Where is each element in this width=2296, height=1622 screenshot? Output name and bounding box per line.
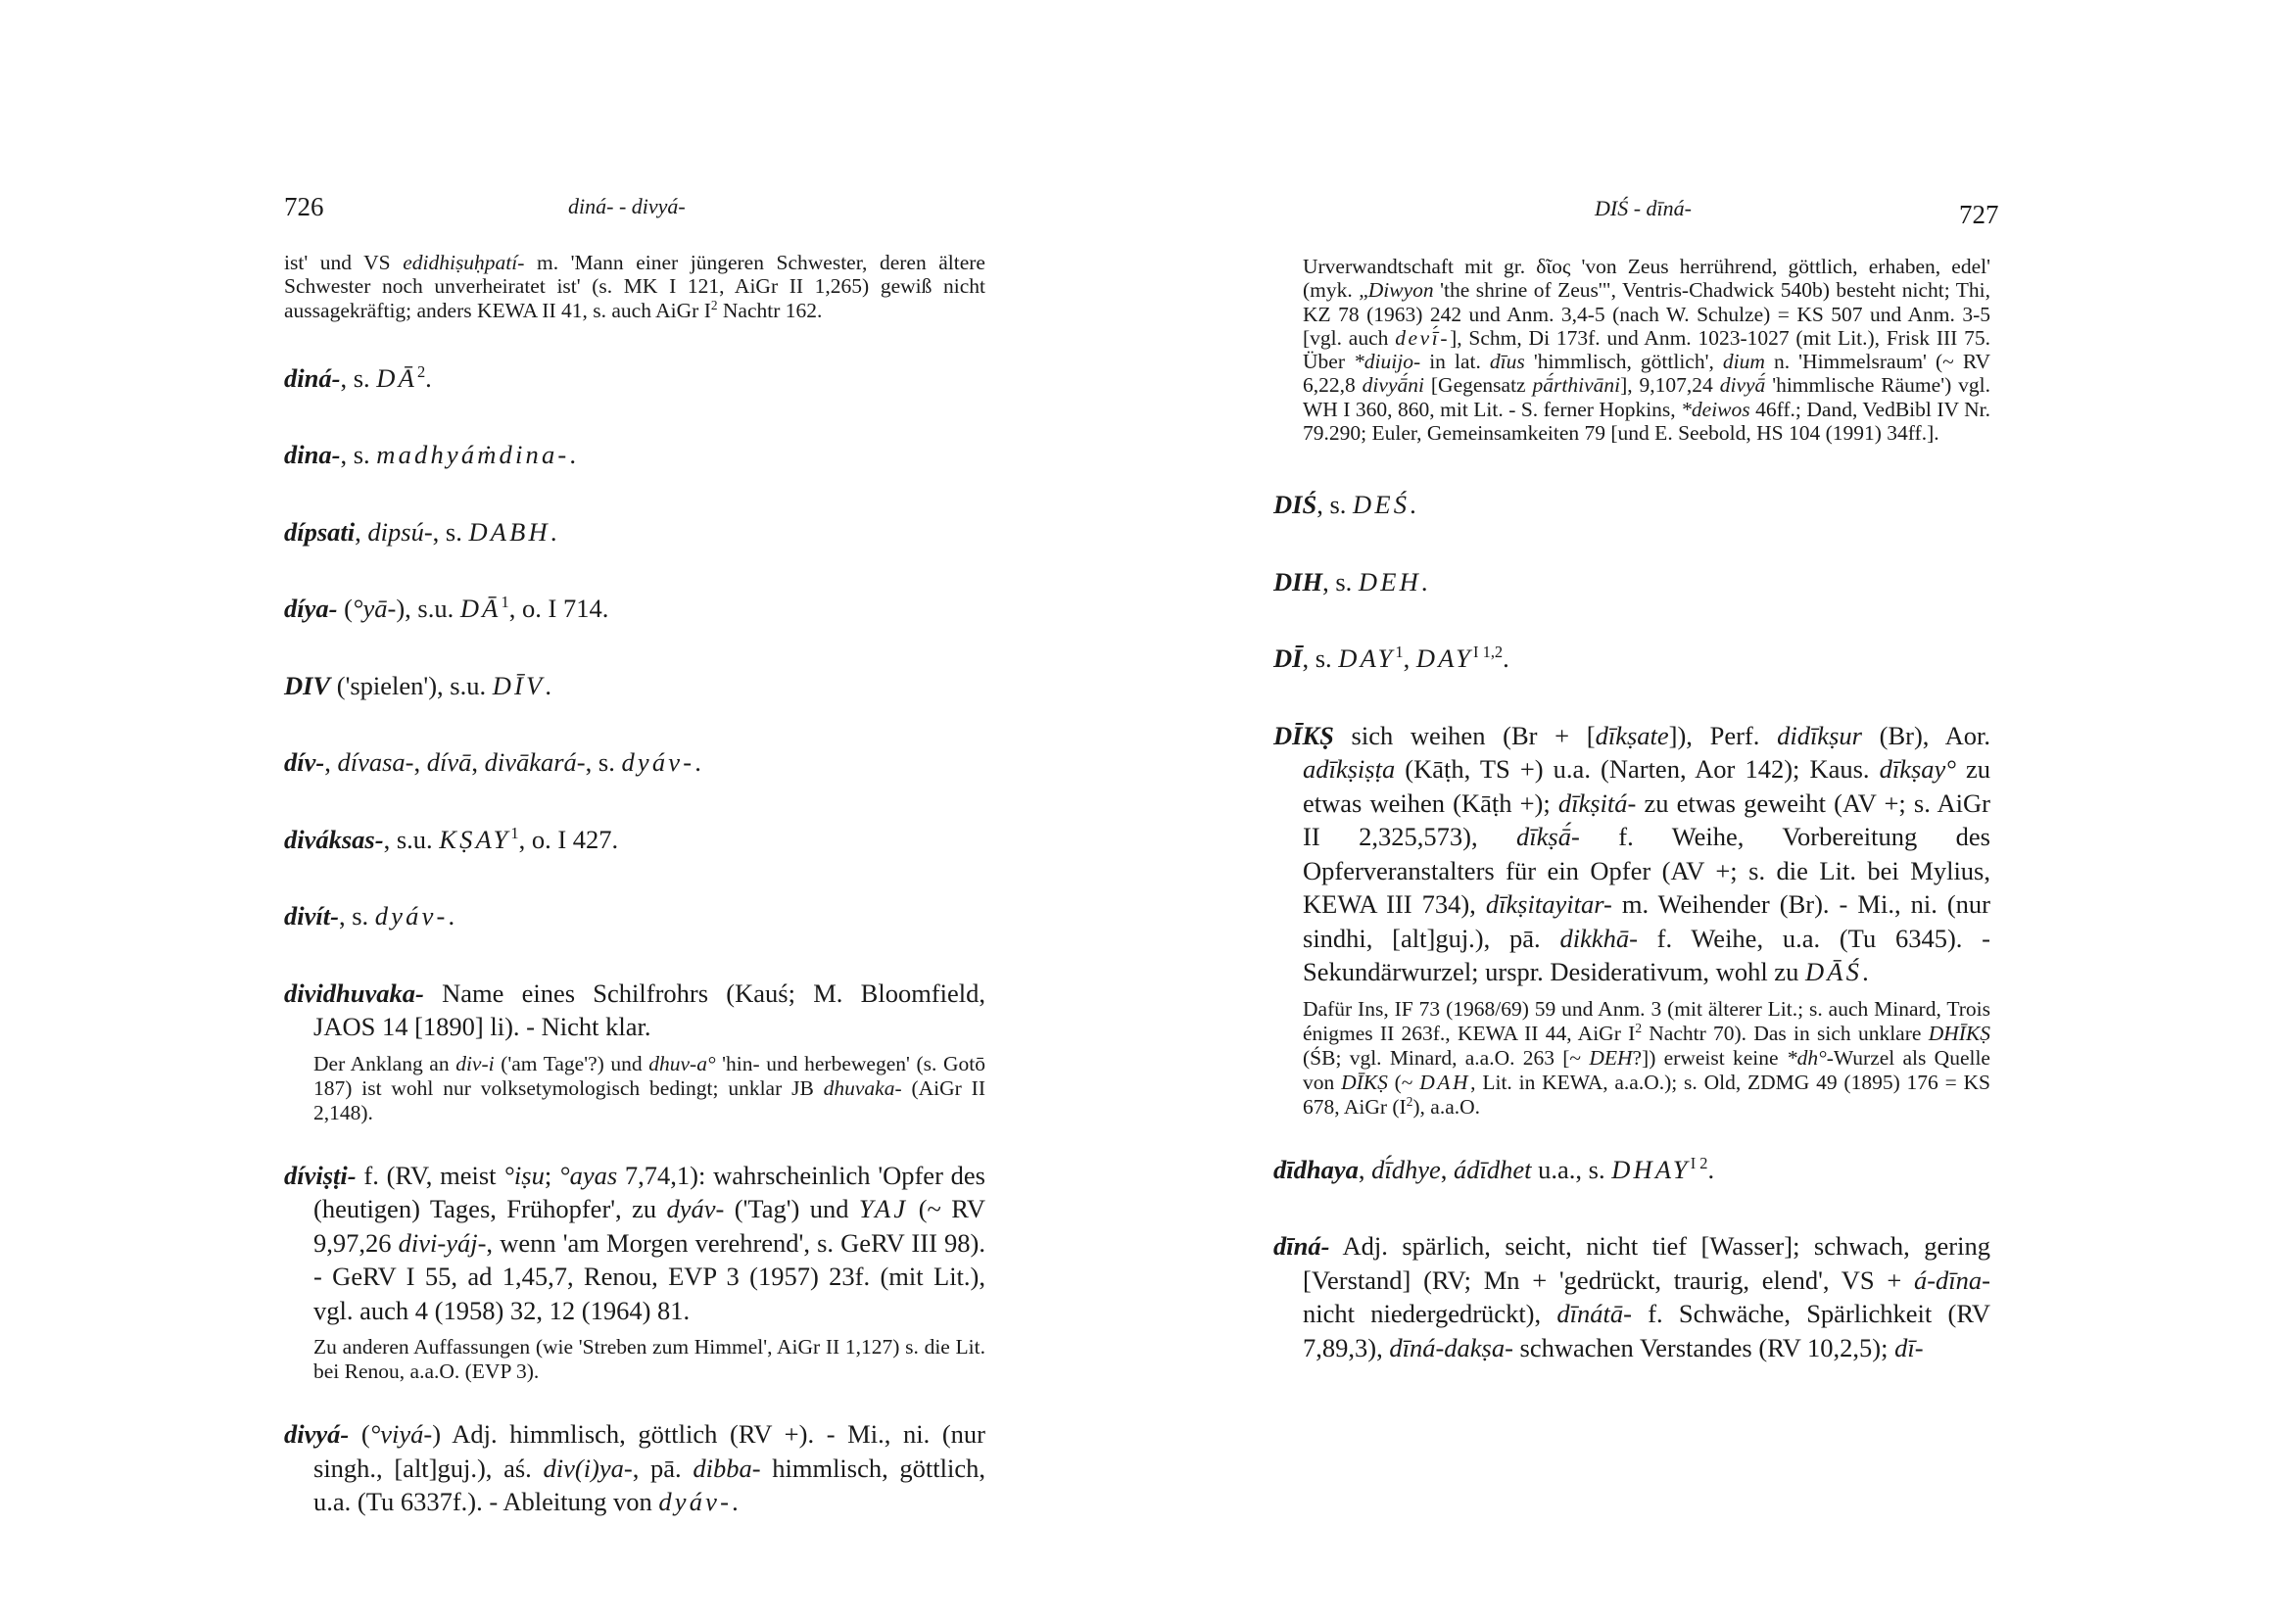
headword: DIŚ (1273, 490, 1317, 520)
headword: díya- (284, 594, 338, 624)
text-segment: m. 'Mann einer jüngeren Schwester, deren ältere Schwester noch unverheiratet ist' (s. MK I 121, AiGr II 1,265) gewiß nicht aussagekräftig; anders KEWA II 41, s. auch AiGr I (284, 251, 985, 322)
text-segment: , wenn 'am Morgen verehrend', s. GeRV III 98). - GeRV I 55, ad 1,45,7, Renou, EVP 3 (1957) 23f. (mit Lit.), vgl. auch 4 (1958) 32, 12 (1964) 81. (313, 1227, 986, 1325)
text-segment: pā́rthivāni (1532, 373, 1621, 398)
text-segment: . (425, 362, 432, 393)
text-segment: . (1503, 644, 1509, 674)
text-segment: , s. (1316, 490, 1354, 520)
text-segment: Dafür Ins, IF 73 (1968/69) 59 und Anm. 3 (mit älterer Lit.; s. auch Minard, Trois énigmes II 263f., KEWA II 44, AiGr I (1303, 996, 1990, 1045)
text-segment: DABH (468, 516, 550, 547)
text-segment: dipsú- (367, 516, 433, 547)
text-segment: , s. (340, 440, 377, 470)
text-segment: dívasa- (337, 747, 414, 778)
text-segment: ( (337, 594, 353, 624)
text-segment: ádīdhet (1454, 1154, 1532, 1184)
running-head-right: DIŚ - dīná- (1595, 196, 1692, 220)
text-segment: DHAY (1611, 1154, 1691, 1184)
text-segment: Der Anklang an (313, 1051, 456, 1075)
text-segment: madhyáṁdina- (376, 440, 570, 470)
entry-divaksas (284, 823, 985, 857)
text-segment: Name eines Schilfrohrs (Kauś; M. Bloomfield, JAOS 14 [1890] li). - Nicht klar. (313, 978, 985, 1042)
text-segment: f. Weihe, Vorbereitung des Opferveranstalters für ein Opfer (AV +; s. die Lit. bei Mylius, KEWA III 734), (1303, 822, 1990, 920)
text-segment: *diuijo- (1354, 350, 1421, 374)
entry-dina (284, 438, 985, 472)
text-segment: adīkṣiṣṭa (1303, 754, 1396, 785)
entry-divit (284, 899, 985, 933)
text-segment: ist' und VS (284, 251, 404, 274)
text-segment: , s. (1322, 566, 1359, 596)
text-segment: dī- (1894, 1332, 1924, 1362)
entry-dipsati (284, 515, 985, 549)
text-segment: f. Weihe, u.a. (Tu 6345). - Sekundärwurzel; urspr. Desiderativum, wohl zu (1303, 923, 1990, 987)
text-segment: DEH (1358, 566, 1421, 596)
text-segment: , s.u. (383, 824, 440, 854)
text-segment: 2 (710, 297, 718, 312)
text-segment: (ŚB; vgl. Minard, a.a.O. 263 [~ (1303, 1045, 1590, 1070)
text-segment: , (1358, 1154, 1372, 1184)
text-segment: divyā́ (1719, 373, 1766, 398)
text-segment: . (1420, 566, 1428, 596)
text-segment: dhuvaka- (823, 1075, 902, 1100)
text-segment: dikkhā- (1559, 923, 1638, 953)
text-segment: DAY (1415, 644, 1474, 674)
text-segment: (Kāṭh, TS +) u.a. (Narten, Aor 142); Kaus. (1395, 754, 1880, 785)
headword: dīná- (1273, 1231, 1330, 1262)
left-column (284, 251, 985, 1519)
text-segment: Diwyon (1367, 278, 1434, 303)
text-segment: 'hin- und herbewegen' (s. Gotō 187) ist wohl nur volksetymologisch bedingt; unklar JB (313, 1051, 985, 1100)
text-segment: ), a.a.O. (1412, 1094, 1481, 1119)
text-segment: , (471, 747, 485, 778)
text-segment: I 1,2 (1473, 643, 1504, 662)
note-diks (1303, 997, 1990, 1120)
entry-divya (284, 1417, 985, 1519)
text-segment: edidhiṣuḥpatí- (403, 251, 525, 274)
text-segment: divākará- (484, 747, 586, 778)
text-segment: DĀ (376, 362, 417, 393)
text-segment: didīkṣur (1777, 720, 1862, 750)
note-divisti (313, 1335, 985, 1384)
text-segment: DEH (1589, 1045, 1633, 1070)
text-segment: dīnátā- (1556, 1299, 1632, 1329)
text-segment: , pā. (632, 1453, 694, 1483)
note-dividhuvaka (313, 1052, 985, 1125)
text-segment: °ayas (558, 1160, 618, 1190)
text-segment: ('am Tage'?) und (494, 1051, 649, 1075)
text-segment: , s. (1302, 644, 1339, 674)
entry-di (1273, 642, 1990, 676)
entry-div-spielen (284, 669, 985, 703)
text-segment: zu etwas geweiht (AV +; s. AiGr II 2,325,573), (1303, 787, 1990, 852)
text-segment: divi-yáj- (398, 1227, 487, 1258)
text-segment: 2 (1406, 1093, 1413, 1109)
text-segment: 'himmlische Räume') vgl. WH I 360, 860, mit Lit. - S. ferner Hopkins, (1303, 373, 1990, 421)
text-segment: Nachtr 70). Das in sich unklare (1641, 1021, 1929, 1045)
text-segment: dyáv- (374, 901, 449, 931)
headword: díviṣṭi- (284, 1160, 357, 1190)
text-segment: , (1440, 1154, 1455, 1184)
entry-diks (1273, 719, 1990, 989)
text-segment: schwachen Verstandes (RV 10,2,5); (1512, 1332, 1895, 1362)
text-segment: . (569, 440, 577, 470)
text-segment: 7,74,1): wahrscheinlich 'Opfer des (heutigen) Tages, Frühopfer', zu (313, 1160, 985, 1224)
text-segment: (AiGr II 2,148). (313, 1075, 985, 1124)
text-segment: u.a., s. (1531, 1154, 1612, 1184)
text-segment: dibba- (693, 1453, 761, 1483)
text-segment: himmlisch, göttlich, u.a. (Tu 6337f.). - Ableitung von (313, 1453, 986, 1517)
text-segment: divyā́ni (1362, 373, 1424, 398)
continuation-text-left (284, 251, 985, 322)
text-segment: ], Schm, Di 173f. und Anm. 1023-1027 (mit Lit.), Frisk III 75. Über (1303, 325, 1991, 374)
text-segment: YAJ (858, 1194, 909, 1224)
text-segment: dhuv-a° (648, 1051, 716, 1075)
text-segment: dīkṣate (1595, 720, 1669, 750)
text-segment: DAH (1419, 1070, 1471, 1094)
text-segment: á-dīna- (1913, 1264, 1990, 1295)
headword: DIH (1273, 566, 1323, 596)
text-segment: . (448, 901, 455, 931)
text-segment: m. Weihender (Br). - Mi., ni. (nur sindhi, [alt]guj.), pā. (1303, 889, 1990, 953)
text-segment: ; (544, 1160, 559, 1190)
text-segment: n. 'Himmelsraum' (~ RV 6,22,8 (1303, 350, 1990, 398)
text-segment: 1 (1395, 643, 1404, 662)
text-segment: ('Tag') und (724, 1194, 859, 1224)
headword: DĪ (1273, 644, 1303, 674)
text-segment: . (732, 1487, 739, 1517)
text-segment: devī́- (1395, 325, 1451, 350)
right-column (1273, 255, 1990, 1364)
text-segment: f. Schwäche, Spärlichkeit (RV 7,89,3), (1303, 1299, 1991, 1362)
text-segment: dīkṣitayitar- (1485, 889, 1612, 920)
text-segment: dī́dhye (1371, 1154, 1441, 1184)
text-segment: , (324, 747, 338, 778)
text-segment: DEŚ (1353, 490, 1411, 520)
headword: dīdhaya (1273, 1154, 1359, 1184)
text-segment: . (1707, 1154, 1715, 1184)
text-segment: dyáv- (621, 747, 695, 778)
entry-dividhuvaka (284, 977, 985, 1044)
text-segment: Adj. spärlich, seicht, nicht tief [Wasser]; schwach, gering [Verstand] (RV; Mn + 'gedrückt, traurig, elend', VS + (1303, 1231, 1990, 1295)
entry-div (284, 745, 985, 780)
text-segment: , s. (432, 516, 469, 547)
text-segment: , Lit. in KEWA, a.a.O.); s. Old, ZDMG 49 (1895) 176 = KS 678, AiGr (I (1303, 1070, 1991, 1119)
text-segment: Urverwandtschaft mit gr. δῖος 'von Zeus herrührend, göttlich, erhaben, edel' (myk. „ (1303, 255, 1990, 303)
text-segment: div(i)ya- (543, 1453, 633, 1483)
text-segment: 1 (510, 824, 519, 843)
text-segment: ) Adj. himmlisch, göttlich (RV +). - Mi., ni. (nur singh., [alt]guj.), aś. (313, 1419, 986, 1483)
text-segment: ('spielen'), s.u. (330, 670, 493, 700)
text-segment: Zu anderen Auffassungen (wie 'Streben zum Himmel', AiGr II 1,127) s. die Lit. bei Renou, a.a.O. (EVP 3). (313, 1335, 985, 1384)
text-segment: , s. (585, 747, 622, 778)
text-segment: dīná-dakṣa- (1389, 1332, 1513, 1362)
text-segment: ], 9,107,24 (1620, 373, 1720, 398)
text-segment: dīkṣay° (1879, 754, 1956, 785)
text-segment: 2 (1635, 1020, 1642, 1035)
text-segment: DĪKṢ (1341, 1070, 1388, 1094)
text-segment: , o. I 714. (508, 594, 609, 624)
text-segment: , s. (338, 901, 375, 931)
entry-didhaya (1273, 1153, 1990, 1187)
text-segment: ]), Perf. (1668, 720, 1778, 750)
headword: divyá- (284, 1419, 350, 1450)
text-segment: DAY (1338, 644, 1396, 674)
text-segment: [Gegensatz (1423, 373, 1533, 398)
text-segment: I 2 (1690, 1154, 1708, 1173)
text-segment: KṢAY (439, 824, 511, 854)
entry-dina-acute (284, 361, 985, 396)
text-segment: dīus (1489, 350, 1525, 374)
text-segment: in lat. (1420, 350, 1490, 374)
headword: dina- (284, 440, 341, 470)
headword: DĪKṢ (1273, 720, 1334, 750)
text-segment: . (1862, 957, 1869, 987)
text-segment: dīkṣā́- (1516, 822, 1580, 852)
entry-divisti (284, 1159, 985, 1328)
text-segment: (~ RV 9,97,26 (313, 1194, 985, 1258)
text-segment: °viyá- (369, 1419, 433, 1450)
text-segment: dyáv- (658, 1487, 733, 1517)
page-number-left: 726 (284, 192, 324, 221)
text-segment: 46ff.; Dand, VedBibl IV Nr. 79.290; Euler, Gemeinsamkeiten 79 [und E. Seebold, HS 104 (1991) 34ff.]. (1303, 397, 1990, 446)
page-number-right: 727 (1959, 200, 1999, 229)
text-segment: sich weihen (Br + [ (1333, 720, 1596, 750)
text-segment: zu etwas weihen (Kāṭh +); (1303, 754, 1991, 818)
text-segment: ( (349, 1419, 370, 1450)
entry-dis (1273, 488, 1990, 522)
text-segment: div-i (455, 1051, 495, 1075)
text-segment: dívā (426, 747, 472, 778)
text-segment: , o. I 427. (518, 824, 619, 854)
text-segment: *dh° (1786, 1045, 1827, 1070)
text-segment: DĀŚ (1804, 957, 1863, 987)
text-segment: 'the shrine of Zeus'", Ventris-Chadwick 540b) besteht nicht; Thi, KZ 78 (1963) 242 und Anm. 3,4-5 (nach W. Schulze) = KS 507 und Anm. 3-5 [vgl. auch (1303, 278, 1990, 350)
headword: DIV (284, 670, 331, 700)
text-segment: f. (RV, meist (356, 1160, 504, 1190)
headword: dividhuvaka- (284, 978, 424, 1008)
right-page (1148, 0, 2296, 1622)
text-segment: , (355, 516, 368, 547)
text-segment: *deiwos (1681, 397, 1750, 421)
text-segment: °yā- (352, 594, 397, 624)
text-segment: ), s.u. (396, 594, 460, 624)
headword: dív- (284, 747, 325, 778)
headword: diná- (284, 362, 341, 393)
text-segment: -Wurzel als Quelle von (1303, 1045, 1990, 1094)
text-segment: . (1410, 490, 1416, 520)
text-segment: dyáv- (666, 1194, 725, 1224)
text-segment: 1 (501, 593, 509, 612)
text-segment: dīkṣitá- (1557, 787, 1637, 818)
running-head-left: diná- - divyá- (568, 194, 686, 218)
headword: diváksas- (284, 824, 384, 854)
text-segment: 'himmlisch, göttlich', (1524, 350, 1723, 374)
text-segment: Nachtr 162. (717, 298, 823, 322)
entry-dina-long (1273, 1229, 1990, 1364)
text-segment: , s. (340, 362, 377, 393)
text-segment: (~ (1387, 1070, 1420, 1094)
text-segment: . (550, 516, 557, 547)
text-segment: , (1403, 644, 1416, 674)
text-segment: DĪV (492, 670, 546, 700)
text-segment: . (694, 747, 701, 778)
text-segment: (Br), Aor. (1861, 720, 1991, 750)
text-segment: dium (1722, 350, 1765, 374)
headword: divít- (284, 901, 339, 931)
continuation-text-right (1303, 255, 1990, 445)
text-segment: DHĪKṢ (1928, 1021, 1990, 1045)
entry-diya (284, 592, 985, 626)
text-segment: , (413, 747, 427, 778)
text-segment: °iṣu (503, 1160, 545, 1190)
text-segment: 2 (416, 362, 426, 382)
headword: dípsati (284, 516, 356, 547)
text-segment: nicht niedergedrückt), (1303, 1299, 1557, 1329)
text-segment: DĀ (459, 594, 502, 624)
text-segment: ?]) erweist keine (1632, 1045, 1787, 1070)
text-segment: . (545, 670, 552, 700)
entry-dih (1273, 565, 1990, 599)
